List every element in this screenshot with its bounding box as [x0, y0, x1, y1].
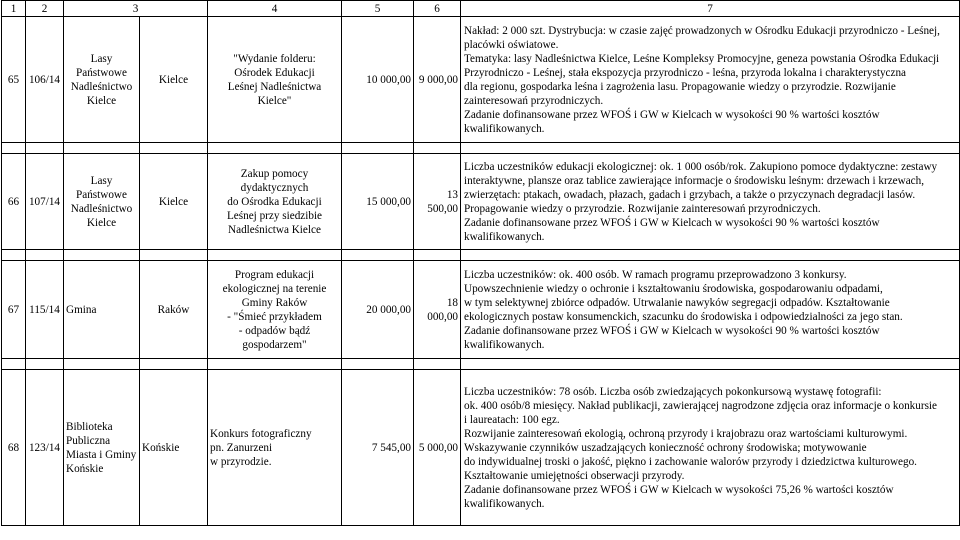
row-task: "Wydanie folderu: Ośrodek Edukacji Leśnej Nadleśnictwa Kielce" [208, 17, 342, 143]
row-lp: 66 [2, 154, 26, 250]
row-place: Końskie [140, 370, 208, 526]
row-lp: 67 [2, 261, 26, 359]
row-grant: 18 000,00 [414, 261, 461, 359]
row-cost: 7 545,00 [342, 370, 414, 526]
row-lp: 65 [2, 17, 26, 143]
row-place: Kielce [140, 154, 208, 250]
header-cell: 5 [342, 1, 414, 17]
row-cost: 20 000,00 [342, 261, 414, 359]
header-cell: 4 [208, 1, 342, 17]
table-row [2, 154, 960, 250]
row-grant: 9 000,00 [414, 17, 461, 143]
header-row [2, 1, 960, 17]
row-task: Konkurs fotograficzny pn. Zanurzeni w przyrodzie. [208, 370, 342, 526]
header-cell: 7 [461, 1, 960, 17]
grants-table [1, 0, 960, 526]
row-gap [2, 250, 960, 261]
row-grant: 13 500,00 [414, 154, 461, 250]
row-nr: 115/14 [26, 261, 64, 359]
row-description: Liczba uczestników edukacji ekologicznej: ok. 1 000 osób/rok. Zakupiono pomoce dydaktyczne: zestawy interaktywne, plansze oraz tablice zawierające informacje o środowisku leśnym: drzewach i krzewach, zwierzętach: ptakach, owadach, płazach, gadach i grzybach, a także o przyczynach degradacji lasów. Propagowanie wiedzy o przyrodzie. Rozwijanie zainteresowań przyrodniczych. Zadanie dofinansowane przez WFOŚ i GW w Kielcach w wysokości 90 % wartości kosztów kwalifikowanych. [461, 154, 960, 250]
row-place: Kielce [140, 17, 208, 143]
row-gap [2, 359, 960, 370]
row-gap [2, 143, 960, 154]
table-row [2, 370, 960, 526]
row-beneficiary: Lasy Państwowe Nadleśnictwo Kielce [64, 17, 140, 143]
header-cell: 2 [26, 1, 64, 17]
header-cell: 3 [64, 1, 208, 17]
table-row [2, 261, 960, 359]
row-cost: 10 000,00 [342, 17, 414, 143]
row-grant: 5 000,00 [414, 370, 461, 526]
row-place: Raków [140, 261, 208, 359]
row-nr: 107/14 [26, 154, 64, 250]
row-description: Nakład: 2 000 szt. Dystrybucja: w czasie zajęć prowadzonych w Ośrodku Edukacji przyrodniczo - Leśnej, placówki oświatowe. Tematyka: lasy Nadleśnictwa Kielce, Leśne Kompleksy Promocyjne, geneza powstania Ośrodka Edukacji Przyrodniczo - Leśnej, stała ekspozycja przyrodniczo - leśna, przyroda lokalna i charakterystyczna dla regionu, gospodarka leśna i zagrożenia lasu. Propagowanie wiedzy o przyrodzie. Rozwijanie zainteresowań przyrodniczych. Zadanie dofinansowane przez WFOŚ i GW w Kielcach w wysokości 90 % wartości kosztów kwalifikowanych. [461, 17, 960, 143]
row-nr: 123/14 [26, 370, 64, 526]
row-description: Liczba uczestników: 78 osób. Liczba osób zwiedzających pokonkursową wystawę fotografii: ok. 400 osób/8 miesięcy. Nakład publikacji, zawierającej nagrodzone zdjęcia oraz informacje o konkursie i laureatach: 100 egz. Rozwijanie zainteresowań ekologią, ochroną przyrody i krajobrazu oraz wartościami kulturowymi. Wskazywanie czynników uszadzających konieczność ochrony środowiska; motywowanie do indywidualnej troski o jakość, piękno i zachowanie walorów przyrody i dziedzictwa kulturowego. Kształtowanie umiejętności obserwacji przyrody. Zadanie dofinansowane przez WFOŚ i GW w Kielcach w wysokości 75,26 % wartości kosztów kwalifikowanych. [461, 370, 960, 526]
header-cell: 1 [2, 1, 26, 17]
row-description: Liczba uczestników: ok. 400 osób. W ramach programu przeprowadzono 3 konkursy. Upowszechnienie wiedzy o ochronie i kształtowaniu środowiska, gospodarowaniu odpadami, w tym selektywnej zbiórce odpadów. Utrwalanie nawyków segregacji odpadów. Kształtowanie ekologicznych postaw konsumenckich, szacunku do środowiska i odpowiedzialności za jego stan. Zadanie dofinansowane przez WFOŚ i GW w Kielcach w wysokości 90 % wartości kosztów kwalifikowanych. [461, 261, 960, 359]
row-lp: 68 [2, 370, 26, 526]
row-task: Zakup pomocy dydaktycznych do Ośrodka Edukacji Leśnej przy siedzibie Nadleśnictwa Kielce [208, 154, 342, 250]
row-beneficiary: Gmina [64, 261, 140, 359]
row-beneficiary: Biblioteka Publiczna Miasta i Gminy Końskie [64, 370, 140, 526]
row-task: Program edukacji ekologicznej na terenie Gminy Raków - "Śmieć przykładem - odpadów bądź gospodarzem" [208, 261, 342, 359]
table-row [2, 17, 960, 143]
row-cost: 15 000,00 [342, 154, 414, 250]
row-beneficiary: Lasy Państwowe Nadleśnictwo Kielce [64, 154, 140, 250]
row-nr: 106/14 [26, 17, 64, 143]
header-cell: 6 [414, 1, 461, 17]
